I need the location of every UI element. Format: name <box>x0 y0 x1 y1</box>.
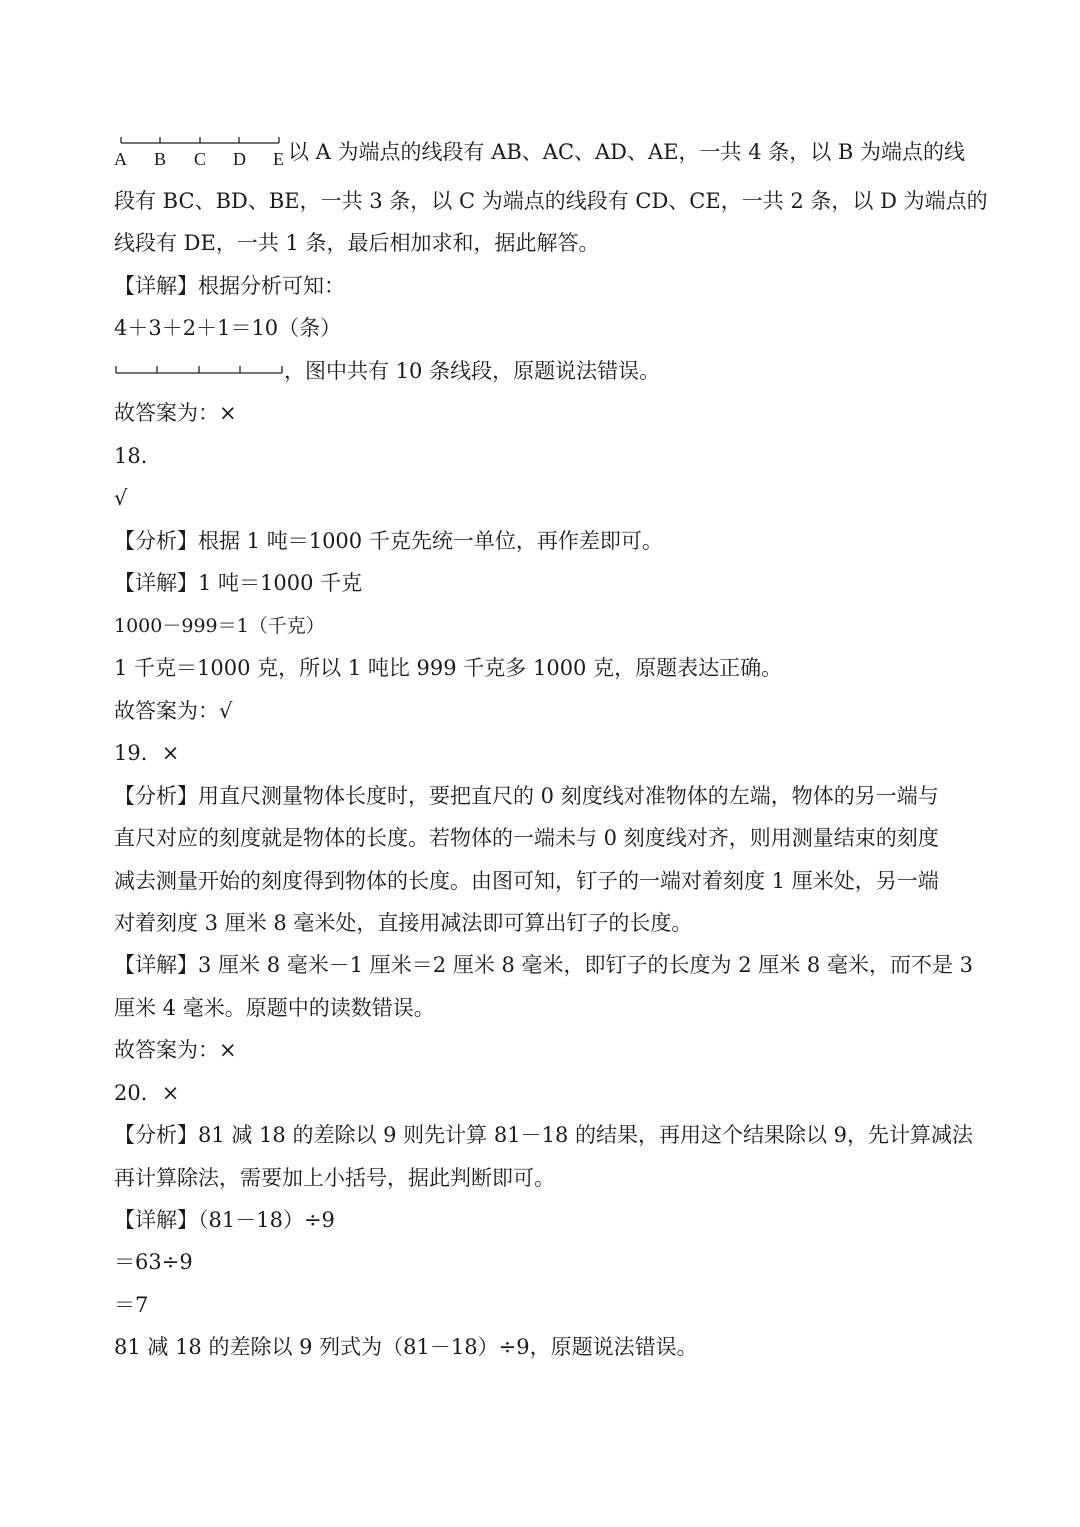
analysis-text: 用直尺测量物体长度时，要把直尺的 0 刻度线对准物体的左端，物体的另一端与 <box>198 784 939 808</box>
q17-analysis-line: 段有 BC、BD、BE，一共 3 条，以 C 为端点的线段有 CD、CE，一共 2 条，以 D 为端点的 <box>114 189 988 213</box>
q19-analysis-line: 减去测量开始的刻度得到物体的长度。由图可知，钉子的一端对着刻度 1 厘米处，另一端 <box>114 869 939 893</box>
q20-step: ＝7 <box>114 1293 149 1317</box>
segment-line <box>114 360 286 376</box>
q20-analysis <box>114 1120 973 1150</box>
detail-label: 【详解】 <box>114 274 198 298</box>
detail-label: 【详解】 <box>114 1208 198 1232</box>
point-label: C <box>194 149 207 169</box>
detail-label: 【详解】 <box>114 571 198 595</box>
detail-text: 3 厘米 8 毫米－1 厘米＝2 厘米 8 毫米，即钉子的长度为 2 厘米 8 毫米，而不是 3 <box>198 953 973 977</box>
analysis-label: 【分析】 <box>114 529 198 553</box>
detail-text: （81－18）÷9 <box>198 1208 335 1232</box>
analysis-label: 【分析】 <box>114 784 198 808</box>
q19-detail-line: 厘米 4 毫米。原题中的读数错误。 <box>114 996 435 1020</box>
q20-conclusion: 81 减 18 的差除以 9 列式为（81－18）÷9，原题说法错误。 <box>114 1335 698 1359</box>
q17-conclusion: ，图中共有 10 条线段，原题说法错误。 <box>284 359 661 383</box>
point-label: E <box>273 149 284 169</box>
q18-conclusion: 1 千克＝1000 克，所以 1 吨比 999 千克多 1000 克，原题表达正确。 <box>114 656 783 680</box>
q18-number: 18． <box>114 444 162 468</box>
q17-answer: 故答案为：× <box>114 401 237 425</box>
q17-analysis-line: 线段有 DE，一共 1 条，最后相加求和，据此解答。 <box>114 231 600 255</box>
detail-text: 根据分析可知： <box>198 274 345 298</box>
detail-text: 1 吨＝1000 千克 <box>198 571 363 595</box>
segment-diagram-unlabeled <box>114 360 286 380</box>
analysis-text: 根据 1 吨＝1000 千克先统一单位，再作差即可。 <box>198 529 663 553</box>
detail-label: 【详解】 <box>114 953 198 977</box>
q19-analysis-line: 直尺对应的刻度就是物体的长度。若物体的一端未与 0 刻度线对齐，则用测量结束的刻度 <box>114 826 939 850</box>
q19-detail <box>114 950 973 980</box>
q18-analysis <box>114 526 663 556</box>
q17-analysis-line: 以 A 为端点的线段有 AB、AC、AD、AE，一共 4 条，以 B 为端点的线 <box>288 140 966 164</box>
q19-number: 19．× <box>114 741 180 765</box>
q19-analysis <box>114 781 939 811</box>
q19-answer: 故答案为：× <box>114 1038 237 1062</box>
q20-number: 20．× <box>114 1081 180 1105</box>
q18-formula: 1000－999＝1（千克） <box>114 615 325 637</box>
q20-detail <box>114 1205 335 1235</box>
q20-step: ＝63÷9 <box>114 1250 193 1274</box>
analysis-text: 81 减 18 的差除以 9 则先计算 81－18 的结果，再用这个结果除以 9，先计算减法 <box>198 1123 974 1147</box>
q20-analysis-line: 再计算除法，需要加上小括号，据此判断即可。 <box>114 1166 555 1190</box>
q18-answer: 故答案为：√ <box>114 699 233 723</box>
segment-diagram-labeled <box>114 134 284 174</box>
q18-detail <box>114 568 362 598</box>
q19-analysis-line: 对着刻度 3 厘米 8 毫米处，直接用减法即可算出钉子的长度。 <box>114 911 693 935</box>
q18-mark: √ <box>114 486 128 510</box>
point-label: B <box>154 149 167 169</box>
point-label: A <box>114 149 127 169</box>
point-label: D <box>233 149 246 169</box>
q17-detail <box>114 271 345 301</box>
analysis-label: 【分析】 <box>114 1123 198 1147</box>
q17-formula: 4＋3＋2＋1＝10（条） <box>114 316 342 340</box>
